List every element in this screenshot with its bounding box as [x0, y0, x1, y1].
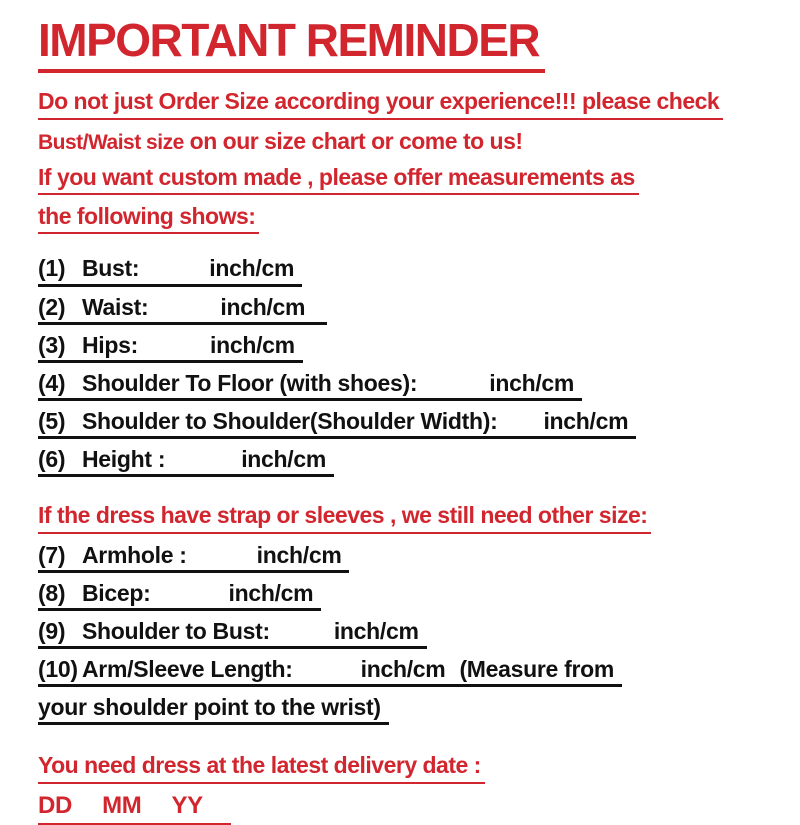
measurement-label: Bicep:: [82, 579, 151, 606]
fill-in-blank: [305, 314, 319, 315]
fill-in-blank: [417, 390, 489, 391]
measurement-number: (10): [38, 656, 78, 683]
following-shows-text: the following shows:: [38, 204, 259, 234]
measurement-label: Hips:: [82, 331, 139, 358]
sleeves-requirement-text: If the dress have strap or sleeves , we still need other size:: [38, 503, 651, 533]
measurement-number: (9): [38, 617, 66, 644]
order-size-warning-text: Do not just Order Size according your experience!!! please check: [38, 89, 723, 119]
page-title: IMPORTANT REMINDER: [38, 12, 545, 73]
size-chart-highlight: Bust/Waist size: [38, 130, 184, 154]
measurement-row: [38, 295, 780, 325]
measurement-number: (5): [38, 408, 66, 435]
delivery-date-line: [38, 753, 780, 783]
sleeve-note-continuation-text: your shoulder point to the wrist): [38, 695, 389, 725]
measurement-number: (6): [38, 446, 66, 473]
measurement-row: [38, 581, 780, 611]
fill-in-blank: [151, 600, 229, 601]
date-gap: [141, 812, 171, 813]
measurement-row: [38, 619, 780, 649]
measurement-unit: inch/cm: [360, 656, 446, 683]
measurement-label: Shoulder To Floor (with shoes):: [82, 369, 418, 396]
measurement-row: [38, 657, 780, 687]
measurement-number: (3): [38, 331, 66, 358]
measurement-number: (8): [38, 579, 66, 606]
measurement-number: (7): [38, 541, 66, 568]
measurement-list: [38, 256, 780, 725]
measurement-extra: (Measure from: [459, 656, 615, 683]
size-chart-line: [38, 129, 780, 154]
fill-in-blank: [270, 638, 334, 639]
sleeve-note-continuation: [38, 695, 780, 725]
measurement-label: Height :: [82, 446, 166, 473]
measurement-unit: inch/cm: [241, 446, 327, 473]
measurement-number: (1): [38, 255, 66, 282]
measurement-number: (4): [38, 369, 66, 396]
date-gap: [72, 812, 102, 813]
order-size-warning-line: [38, 89, 780, 119]
measurement-unit: inch/cm: [220, 293, 306, 320]
size-chart-rest: on our size chart or come to us!: [183, 127, 523, 154]
fill-in-blank: [293, 676, 361, 677]
measurement-label: Bust:: [82, 255, 140, 282]
measurement-unit: inch/cm: [489, 369, 575, 396]
fill-in-blank: [445, 676, 459, 677]
measurement-label: Shoulder to Shoulder(Shoulder Width):: [82, 408, 498, 435]
fill-in-blank: [165, 466, 241, 467]
measurement-label: Arm/Sleeve Length:: [82, 656, 293, 683]
date-field-dd: DD: [38, 791, 73, 819]
measurement-unit: inch/cm: [209, 255, 295, 282]
measurement-label: Waist:: [82, 293, 149, 320]
fill-in-blank: [497, 428, 543, 429]
measurement-unit: inch/cm: [228, 579, 314, 606]
measurement-row: [38, 543, 780, 573]
following-shows-line: [38, 204, 780, 234]
custom-made-line: [38, 165, 780, 195]
measurement-row: [38, 333, 780, 363]
measurement-row: [38, 409, 780, 439]
measurement-label: Shoulder to Bust:: [82, 617, 270, 644]
date-field-mm: MM: [102, 791, 142, 819]
measurement-row: [38, 371, 780, 401]
fill-in-blank: [148, 314, 220, 315]
measurement-number: (2): [38, 293, 66, 320]
sleeves-requirement-heading: [38, 503, 780, 533]
fill-in-blank: [187, 562, 257, 563]
measurement-row: [38, 256, 780, 286]
date-format-line: [38, 793, 780, 825]
delivery-date-text: You need dress at the latest delivery date :: [38, 753, 485, 783]
measurement-label: Armhole :: [82, 541, 187, 568]
measurement-unit: inch/cm: [256, 541, 342, 568]
measurement-unit: inch/cm: [210, 331, 295, 358]
measurement-row: [38, 447, 780, 477]
fill-in-blank: [139, 275, 209, 276]
measurement-unit: inch/cm: [543, 408, 629, 435]
custom-made-text: If you want custom made , please offer measurements as: [38, 165, 639, 195]
measurement-unit: inch/cm: [333, 617, 419, 644]
date-field-yy: YY: [171, 791, 203, 819]
fill-in-blank: [138, 352, 210, 353]
